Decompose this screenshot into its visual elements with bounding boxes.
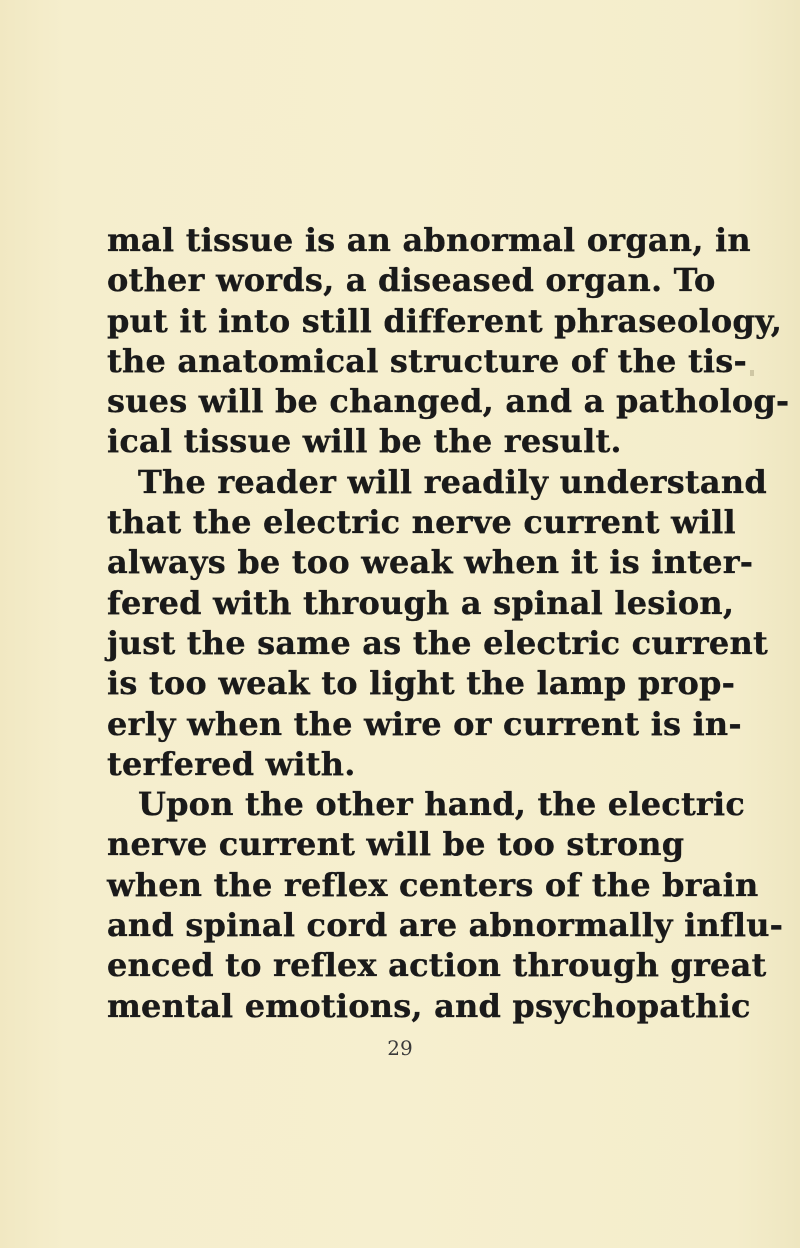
text-line: Upon the other hand, the electric xyxy=(138,785,746,824)
page-number: 29 xyxy=(387,1036,413,1060)
text-line: fered with through a spinal lesion, xyxy=(107,583,735,622)
text-line: always be too weak when it is inter- xyxy=(107,543,754,582)
text-line: other words, a diseased organ. To xyxy=(107,261,716,300)
text-line: is too weak to light the lamp prop- xyxy=(107,664,736,703)
text-line: that the electric nerve current will xyxy=(107,503,736,542)
text-line: mental emotions, and psychopathic xyxy=(107,986,751,1025)
text-line: sues will be changed, and a patholog- xyxy=(107,382,790,421)
text-line: the anatomical structure of the tis- xyxy=(107,341,747,380)
paper-speck xyxy=(750,370,754,376)
text-line: nerve current will be too strong xyxy=(107,825,685,864)
text-line: just the same as the electric current xyxy=(107,623,768,662)
text-line: and spinal cord are abnormally influ- xyxy=(107,906,784,945)
text-line: erly when the wire or current is in- xyxy=(107,704,742,743)
text-line: terfered with. xyxy=(107,744,356,783)
text-line: enced to reflex action through great xyxy=(107,946,767,985)
body-text xyxy=(107,220,790,1026)
text-line: put it into still different phraseology, xyxy=(107,301,783,340)
text-line: The reader will readily understand xyxy=(138,462,767,501)
text-line: mal tissue is an abnormal organ, in xyxy=(107,221,751,259)
text-line: when the reflex centers of the brain xyxy=(107,865,759,904)
text-line: ical tissue will be the result. xyxy=(107,422,622,461)
